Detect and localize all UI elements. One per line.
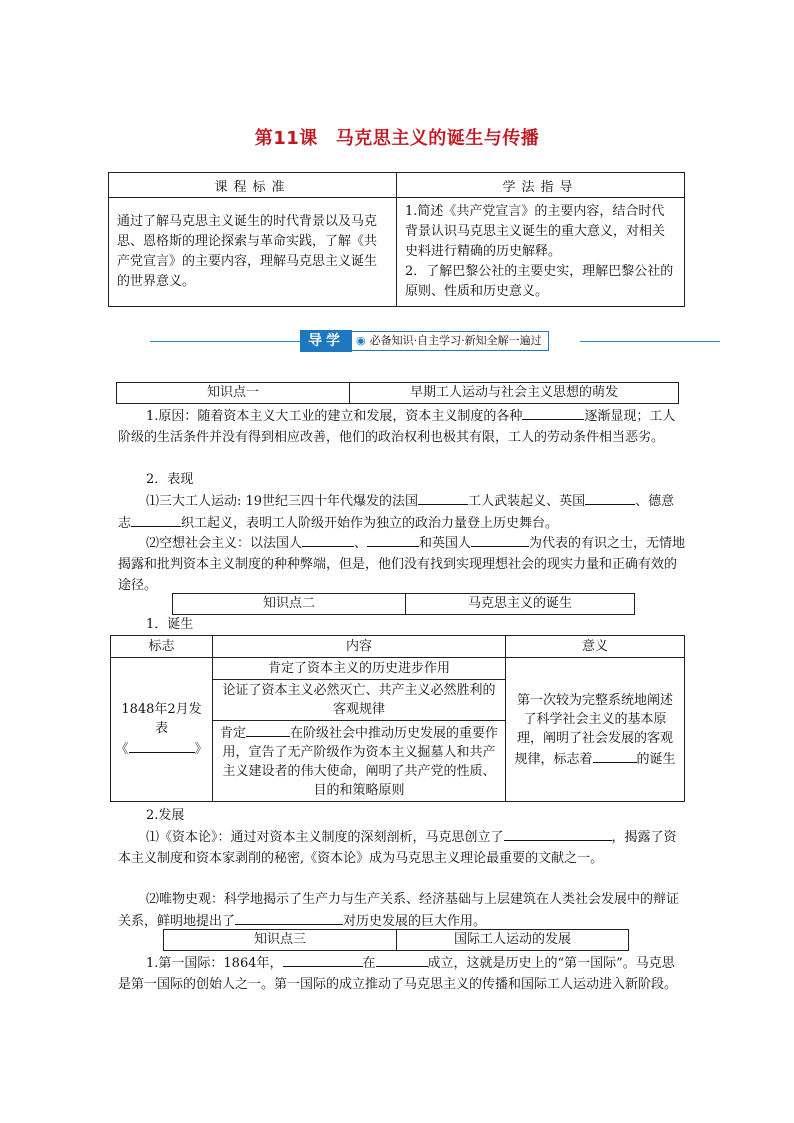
header-course-standard: 课程标准 [109,173,397,198]
kp3-label: 知识点三 [164,930,397,951]
birth-heading: 1．诞生 [146,617,194,632]
content-2: 论证了资本主义必然灭亡、共产主义必然胜利的客观规律 [213,680,506,721]
mark-cell: 1848年2月发表 《 》 [111,658,213,802]
guide-text: 1.简述《共产党宣言》的主要内容，结合时代背景认识马克思主义诞生的重大意义，对相关史料进行精确的历史解释。 2．了解巴黎公社的主要史实，理解巴黎公社的原则、性质和历史意义。 [397,198,685,307]
cause-paragraph: 1.原因：随着资本主义大工业的建立和发展，资本主义制度的各种 逐渐显现；工人阶级的生活条件并没有得到相应改善，他们的政治权利也极其有限，工人的劳动条件相当恶劣。 [118,405,686,448]
study-banner [150,330,720,352]
kp1-header [116,382,679,404]
birth-table [110,635,685,802]
banner-tag: 导学 [300,330,352,352]
materialism-paragraph: ⑵唯物史观：科学地揭示了生产力与生产关系、经济基础与上层建筑在人类社会发展中的辩证关系，鲜明地提出了 对历史发展的巨大作用。 [118,892,680,929]
col-meaning: 意义 [506,636,685,658]
utopian-paragraph: ⑵空想社会主义：以法国人 、 和英国人 为代表的有识之士，无情地揭露和批判资本主义制度的种种弊端，但是，他们没有找到实现理想社会的现实力量和正确有效的途径。 [118,532,686,596]
performance-heading: 2．表现 [146,472,194,487]
standard-text: 通过了解马克思主义诞生的时代背景以及马克思、恩格斯的理论探索与革命实践，了解《共产党宣言》的主要内容，理解马克思主义诞生的世界意义。 [109,198,397,307]
kp2-title: 马克思主义的诞生 [406,594,635,615]
col-content: 内容 [213,636,506,658]
col-mark: 标志 [111,636,213,658]
kp2-label: 知识点二 [173,594,406,615]
header-study-guide: 学法指导 [397,173,685,198]
capital-paragraph: ⑴《资本论》：通过对资本主义制度的深刻剖析，马克思创立了 ，揭露了资本主义制度和资本家剥削的秘密,《资本论》成为马克思主义理论最重要的文献之一。 [118,826,686,869]
kp1-label: 知识点一 [117,383,350,404]
kp2-header [172,593,635,615]
content-3: 肯定 在阶级社会中推动历史发展的重要作用，宣告了无产阶级作为资本主义掘墓人和共产主义建设者的伟大使命，阐明了共产党的性质、目的和策略原则 [213,721,506,802]
workers-movement-paragraph: ⑴三大工人运动: 19世纪三四十年代爆发的法国 工人武装起义、英国 、德意志 织工起义，表明工人阶级开始作为独立的政治力量登上历史舞台。 [118,490,686,534]
international-paragraph: 1.第一国际：1864年， 在 成立，这就是历史上的“第一国际”。马克思是第一国际的创始人之一。第一国际的成立推动了马克思主义的传播和国际工人运动进入新阶段。 [118,952,686,995]
page-title: 第11课 马克思主义的诞生与传播 [254,128,540,149]
curriculum-table [108,172,685,307]
kp3-header [163,929,629,951]
development-heading: 2.发展 [146,808,185,823]
banner-caption: ◉ 必备知识·自主学习·新知全解一遍过 [352,331,549,351]
bullet-icon: ◉ [356,334,366,347]
kp1-title: 早期工人运动与社会主义思想的萌发 [350,383,679,404]
kp3-title: 国际工人运动的发展 [397,930,629,951]
content-1: 肯定了资本主义的历史进步作用 [213,658,506,680]
meaning-cell: 第一次较为完整系统地阐述了科学社会主义的基本原理，阐明了社会发展的客观规律，标志着 的诞生 [506,658,685,802]
